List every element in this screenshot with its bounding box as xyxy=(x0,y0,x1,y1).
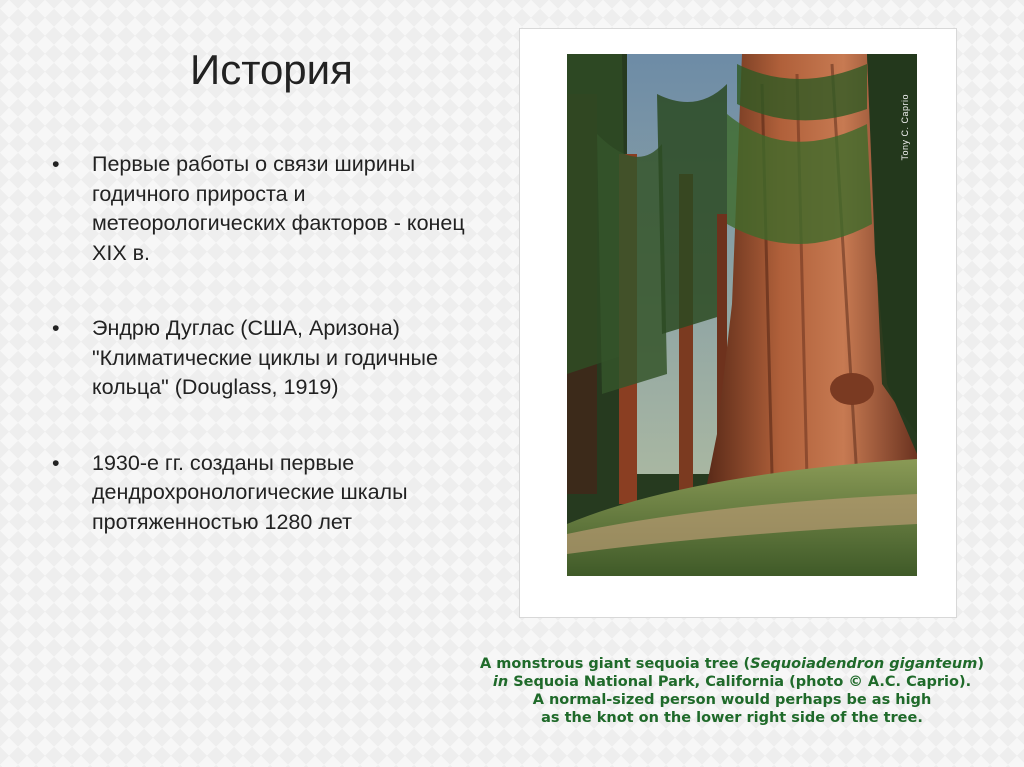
photo-frame xyxy=(519,28,957,618)
caption-text: A monstrous giant sequoia tree ( xyxy=(480,656,751,672)
bullet-dot: • xyxy=(52,152,60,176)
photo-credit: Tony C. Caprio xyxy=(900,94,910,161)
bullet-item-1930s xyxy=(52,449,492,538)
bullet-text: Первые работы о связи ширины годичного прироста и метеорологических факторов - конец XIX в. xyxy=(92,152,465,265)
caption-line-3: A normal-sized person would perhaps be as high xyxy=(532,692,932,708)
caption-line-1 xyxy=(452,655,1012,673)
sequoia-photo xyxy=(567,54,917,576)
bullet-dot: • xyxy=(52,316,60,340)
slide-title: История xyxy=(190,46,353,93)
bullet-text: 1930-е гг. созданы первые дендрохронологические шкалы протяженностью 1280 лет xyxy=(92,450,408,534)
caption-text: Sequoia National Park, California (photo © A.C. Caprio). xyxy=(508,674,972,690)
caption-text: ) xyxy=(977,656,984,672)
figure-caption xyxy=(452,655,1012,727)
species-name: Sequoiadendron giganteum xyxy=(750,656,978,672)
bullet-item-first-works xyxy=(52,150,492,268)
bullet-text: Эндрю Дуглас (США, Аризона) "Климатические циклы и годичные кольца" (Douglass, 1919) xyxy=(92,316,438,399)
sequoia-photo-illustration xyxy=(567,54,917,576)
caption-text: in xyxy=(492,674,509,690)
caption-line-2 xyxy=(452,673,1012,691)
bullet-item-douglass xyxy=(52,314,492,403)
bullet-dot: • xyxy=(52,450,60,475)
caption-line-4: as the knot on the lower right side of the tree. xyxy=(541,710,923,726)
bullet-list xyxy=(52,150,492,537)
